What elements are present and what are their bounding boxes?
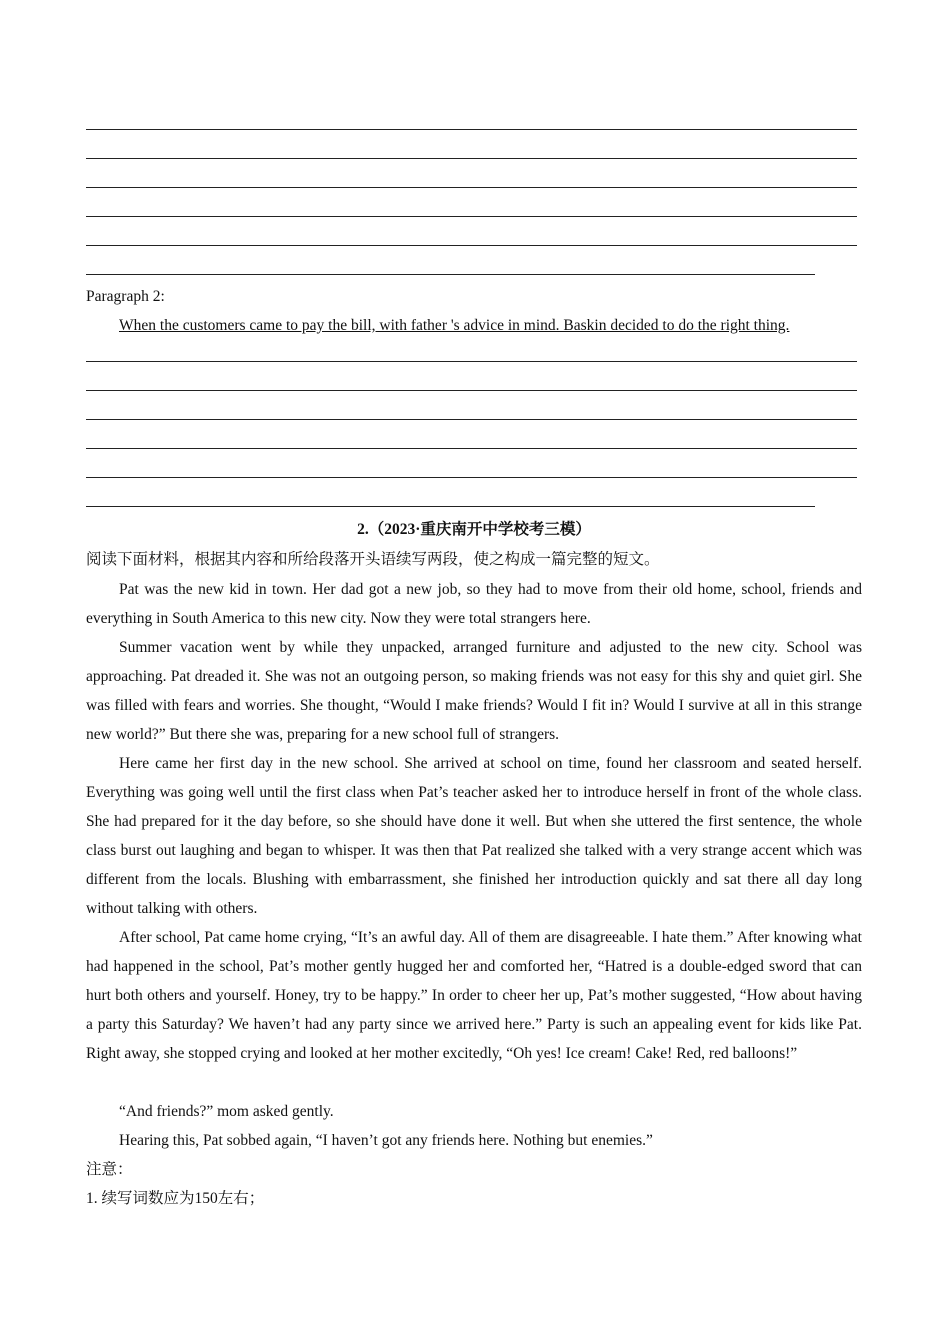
answer-line [86,361,857,362]
passage-paragraph: “And friends?” mom asked gently. [119,1103,334,1120]
answer-line [86,390,857,391]
question-instruction: 阅读下面材料，根据其内容和所给段落开头语续写两段，使之构成一篇完整的短文。 [86,551,660,568]
passage-paragraph: After school, Pat came home crying, “It’s an awful day. All of them are disagreeable. I hate them.” After knowing what had happened in the school, Pat’s mother gently hugged her and comforted her, “Hatred is a double-edged sword that can hurt both others and yourself. Honey, try to be happy.” In order to cheer her up, Pat’s mother suggested, “How about having a party this Saturday? We haven’t had any party since we arrived here.” Party is such an appealing event for kids like Pat. Right away, she stopped crying and looked at her mother excitedly, “Oh yes! Ice cream! Cake! Red, red balloons!” [86,929,862,1062]
question-title: 2.（2023·重庆南开中学校考三模） [357,521,591,538]
answer-line [86,477,857,478]
answer-line [86,129,857,130]
passage-paragraph: Summer vacation went by while they unpacked, arranged furniture and adjusted to the new city. School was approaching. Pat dreaded it. She was not an outgoing person, so making friends was not easy for this shy and quiet girl. She was filled with fears and worries. She thought, “Would I make friends? Would I fit in? Would I survive at all in this strange new world?” But there she was, preparing for a new school full of strangers. [86,639,862,743]
answer-line [86,245,857,246]
answer-line [86,158,857,159]
answer-line [86,448,857,449]
paragraph2-opening-text: When the customers came to pay the bill, with father 's advice in mind. Baskin decided to do the right thing. [119,317,790,334]
answer-line [86,274,815,275]
notes-label: 注意： [86,1161,133,1178]
answer-line [86,187,857,188]
paragraph2-label: Paragraph 2: [86,288,165,305]
answer-line [86,216,857,217]
passage-paragraph: Pat was the new kid in town. Her dad got a new job, so they had to move from their old home, school, friends and everything in South America to this new city. Now they were total strangers here. [86,581,862,627]
passage-paragraph: Hearing this, Pat sobbed again, “I haven’t got any friends here. Nothing but enemies.” [119,1132,653,1149]
answer-line [86,506,815,507]
answer-line [86,419,857,420]
paragraph2-opening [86,311,862,340]
passage-paragraph: Here came her first day in the new school. She arrived at school on time, found her classroom and seated herself. Everything was going well until the first class when Pat’s teacher asked her to introduce herself in front of the whole class. She had prepared for it the day before, so she should have done it well. But when she uttered the first sentence, the whole class burst out laughing and began to whisper. It was then that Pat realized she talked with a very strange accent which was different from the locals. Blushing with embarrassment, she finished her introduction quickly and sat there all day long without talking with others. [86,755,862,917]
note-item: 1. 续写词数应为150左右； [86,1190,265,1207]
